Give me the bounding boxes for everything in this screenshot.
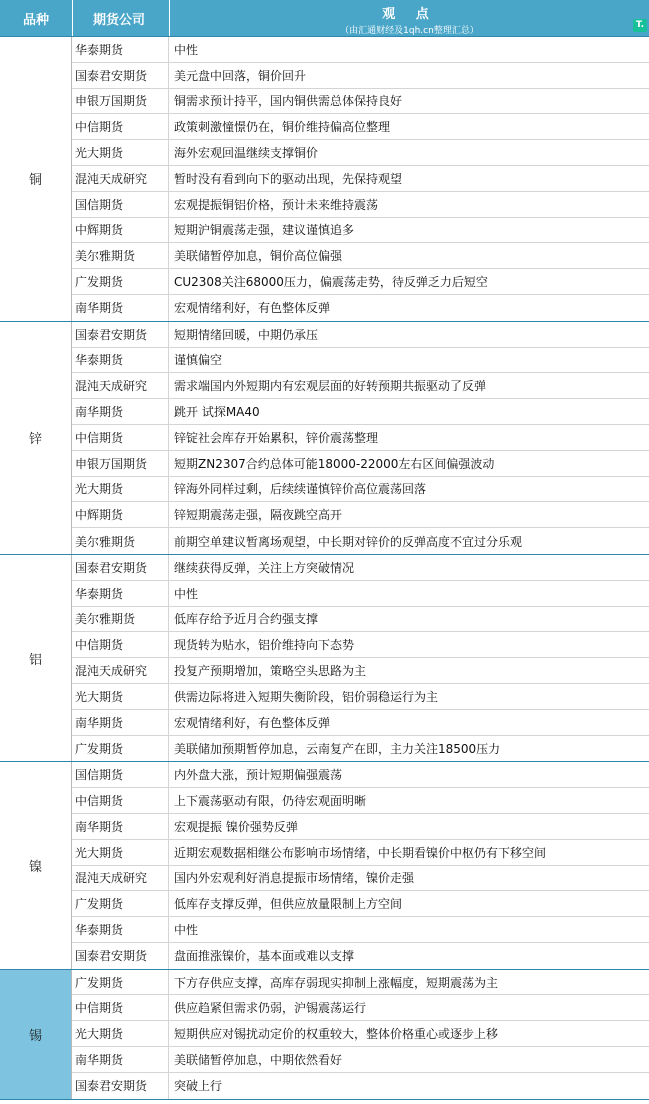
company-cell: 美尔雅期货 [72,243,169,268]
table-row [72,218,649,244]
view-cell: 需求端国内外短期内有宏观层面的好转预期共振驱动了反弹 [174,379,487,394]
view-cell: 宏观提振铜铝价格，预计未来维持震荡 [174,197,379,212]
company-cell: 南华期货 [72,710,169,735]
view-cell: 低库存给予近月合约强支撑 [174,612,319,627]
metal-group [0,37,649,322]
company-cell: 申银万国期货 [72,89,169,114]
view-cell: 投复产预期增加，策略空头思路为主 [174,664,367,679]
view-cell: 跳开 试探MA40 [174,405,260,420]
view-cell: 低库存支撑反弹，但供应放量限制上方空间 [174,897,403,912]
header-view-title: 观 点 [382,7,437,22]
table-row [72,970,649,996]
view-cell: 现货转为贴水，铝价维持向下态势 [174,638,355,653]
company-cell: 光大期货 [72,684,169,709]
view-cell: 美联储暂停加息，铜价高位偏强 [174,249,343,264]
view-cell: 政策刺激憧憬仍在，铜价维持偏高位整理 [174,120,391,135]
company-cell: 中辉期货 [72,502,169,527]
view-cell: 暂时没有看到向下的驱动出现，先保持观望 [174,171,403,186]
company-cell: 中信期货 [72,425,169,450]
variety-cell: 锡 [0,970,72,1099]
company-cell: 华泰期货 [72,917,169,942]
company-cell: 国泰君安期货 [72,63,169,88]
table-row [72,814,649,840]
table-row [72,581,649,607]
company-cell: 光大期货 [72,140,169,165]
table-body [0,37,649,1100]
table-row [72,995,649,1021]
table-row [72,684,649,710]
table-row [72,322,649,348]
company-cell: 美尔雅期货 [72,607,169,632]
view-cell: 近期宏观数据相继公布影响市场情绪，中长期看镍价中枢仍有下移空间 [174,845,547,860]
table-row [72,399,649,425]
view-cell: 供需边际将进入短期失衡阶段，铝价弱稳运行为主 [174,689,439,704]
view-cell: 宏观提振 镍价强势反弹 [174,819,298,834]
table-row [72,866,649,892]
view-cell: 锌短期震荡走强，隔夜跳空高开 [174,508,343,523]
view-cell: 锌海外同样过剩，后续续谨慎锌价高位震荡回落 [174,482,427,497]
table-row [72,1073,649,1099]
company-cell: 光大期货 [72,477,169,502]
view-cell: 内外盘大涨，预计短期偏强震荡 [174,768,343,783]
metal-group [0,762,649,969]
table-row [72,1047,649,1073]
view-cell: 中性 [174,586,199,601]
company-cell: 国信期货 [72,762,169,787]
table-header [0,0,649,37]
table-row [72,114,649,140]
table-row [72,632,649,658]
table-row [72,89,649,115]
view-cell: 短期沪铜震荡走强，建议谨慎追多 [174,223,355,238]
table-row [72,140,649,166]
view-cell: 突破上行 [174,1079,223,1094]
company-cell: 国泰君安期货 [72,555,169,580]
company-cell: 广发期货 [72,269,169,294]
company-cell: 光大期货 [72,1021,169,1046]
company-cell: 华泰期货 [72,37,169,62]
company-cell: 中信期货 [72,632,169,657]
table-row [72,710,649,736]
table-row [72,348,649,374]
view-cell: 国内外宏观利好消息提振市场情绪，镍价走强 [174,871,415,886]
table-row [72,528,649,554]
table-row [72,736,649,762]
group-rows [72,762,649,968]
table-row [72,891,649,917]
company-cell: 南华期货 [72,295,169,321]
table-row [72,477,649,503]
metal-group [0,555,649,762]
table-row [72,166,649,192]
company-cell: 国泰君安期货 [72,943,169,969]
company-cell: 中信期货 [72,788,169,813]
table-row [72,63,649,89]
table-row [72,840,649,866]
group-rows [72,37,649,321]
company-cell: 中信期货 [72,995,169,1020]
view-cell: 短期供应对锡扰动定价的权重较大，整体价格重心或逐步上移 [174,1027,499,1042]
variety-cell: 铜 [0,37,72,321]
company-cell: 申银万国期货 [72,451,169,476]
table-row [72,658,649,684]
view-cell: 继续获得反弹，关注上方突破情况 [174,560,355,575]
company-cell: 国泰君安期货 [72,322,169,347]
company-cell: 混沌天成研究 [72,373,169,398]
group-rows [72,322,649,554]
table-row [72,451,649,477]
table-row [72,425,649,451]
table-row [72,943,649,969]
view-cell: 盘面推涨镍价，基本面或难以支撑 [174,949,355,964]
view-cell: 铜需求预计持平，国内铜供需总体保持良好 [174,94,403,109]
table-row [72,243,649,269]
translate-tag-icon[interactable]: T. [633,19,647,32]
table-row [72,192,649,218]
view-cell: 宏观情绪利好，有色整体反弹 [174,715,331,730]
metal-group [0,970,649,1100]
company-cell: 华泰期货 [72,348,169,373]
view-cell: 供应趋紧但需求仍弱，沪锡震荡运行 [174,1001,367,1016]
company-cell: 南华期货 [72,399,169,424]
header-variety: 品种 [0,0,73,36]
company-cell: 广发期货 [72,970,169,995]
table-row [72,607,649,633]
group-rows [72,555,649,761]
company-cell: 国泰君安期货 [72,1073,169,1099]
view-cell: 宏观情绪利好，有色整体反弹 [174,301,331,316]
variety-cell: 锌 [0,322,72,554]
view-cell: 美联储暂停加息，中期依然看好 [174,1052,343,1067]
view-cell: 前期空单建议暂离场观望，中长期对锌价的反弹高度不宜过分乐观 [174,534,523,549]
view-cell: 海外宏观回温继续支撑铜价 [174,146,319,161]
table-row [72,917,649,943]
table-row [72,37,649,63]
company-cell: 广发期货 [72,736,169,762]
company-cell: 国信期货 [72,192,169,217]
view-cell: 中性 [174,42,199,57]
company-cell: 美尔雅期货 [72,528,169,554]
view-cell: 短期情绪回暖，中期仍承压 [174,327,319,342]
company-cell: 中信期货 [72,114,169,139]
table-row [72,788,649,814]
table-row [72,295,649,321]
company-cell: 混沌天成研究 [72,166,169,191]
table-row [72,555,649,581]
table-row [72,269,649,295]
company-cell: 光大期货 [72,840,169,865]
header-company: 期货公司 [73,0,170,36]
company-cell: 南华期货 [72,814,169,839]
view-cell: 上下震荡驱动有限，仍待宏观面明晰 [174,794,367,808]
view-cell: 中性 [174,922,199,937]
view-cell: 锌锭社会库存开始累积，锌价震荡整理 [174,430,379,445]
variety-cell: 铝 [0,555,72,761]
company-cell: 混沌天成研究 [72,866,169,891]
company-cell: 广发期货 [72,891,169,916]
company-cell: 混沌天成研究 [72,658,169,683]
view-cell: 美元盘中回落，铜价回升 [174,68,307,83]
view-cell: 谨慎偏空 [174,353,223,368]
view-cell: 短期ZN2307合约总体可能18000-22000左右区间偏强波动 [174,456,495,471]
metal-group [0,322,649,555]
company-cell: 南华期货 [72,1047,169,1072]
table-row [72,1021,649,1047]
header-view-subtitle: （由汇通财经及1qh.cn整理汇总） [340,26,479,36]
view-cell: 下方存供应支撑，高库存弱现实抑制上涨幅度，短期震荡为主 [174,975,499,990]
table-row [72,373,649,399]
view-cell: CU2308关注68000压力，偏震荡走势，待反弹乏力后短空 [174,275,488,290]
table-row [72,502,649,528]
table-row [72,762,649,788]
header-view [170,0,649,36]
group-rows [72,970,649,1099]
company-cell: 华泰期货 [72,581,169,606]
view-cell: 美联储加预期暂停加息，云南复产在即，主力关注18500压力 [174,741,501,756]
variety-cell: 镍 [0,762,72,968]
company-cell: 中辉期货 [72,218,169,243]
